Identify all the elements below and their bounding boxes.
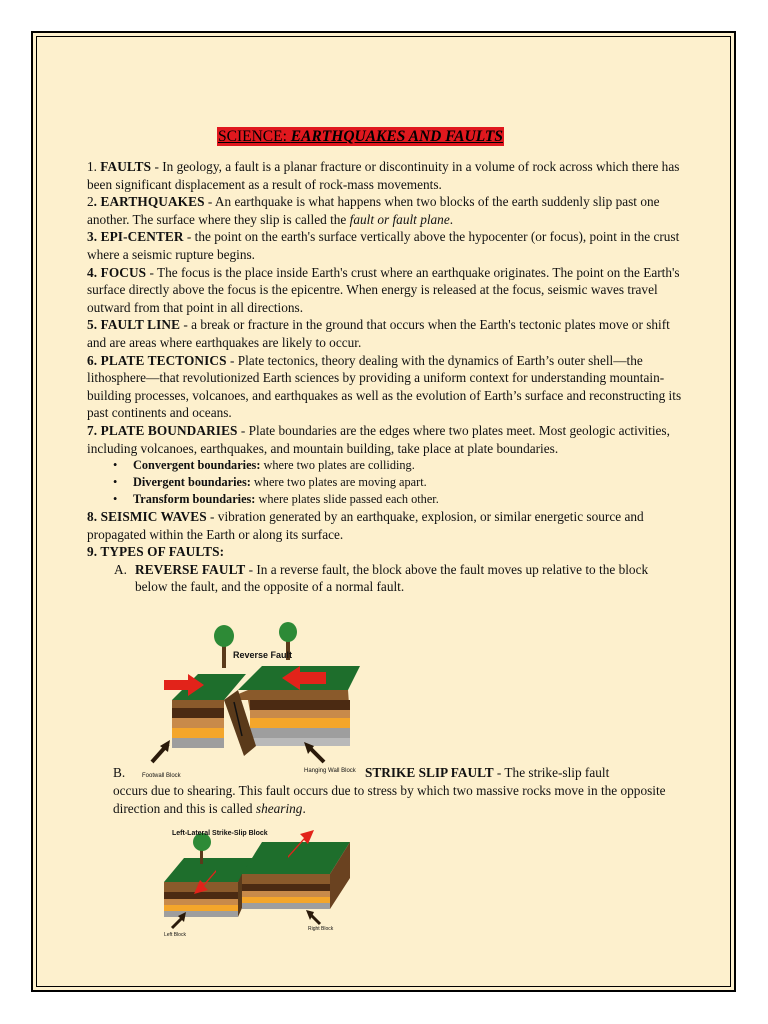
- item-term: Convergent boundaries:: [133, 458, 261, 473]
- item-epicenter: [87, 228, 683, 263]
- item-text: - the point on the earth's surface vertically above the hypocenter (or focus), point in the crust where a seismic rupture begins.: [87, 229, 680, 262]
- fault-b-heading: [365, 764, 609, 782]
- item-types-of-faults: [87, 543, 683, 561]
- item-number: 2: [87, 194, 94, 210]
- fault-label: A.: [114, 561, 127, 577]
- fault-term: REVERSE FAULT: [135, 561, 246, 577]
- item-text: where plates slide passed each other.: [255, 492, 439, 507]
- fault-b: [113, 764, 673, 782]
- bullet-icon: •: [113, 475, 118, 490]
- item-number: 1.: [87, 159, 101, 174]
- title-subject: EARTHQUAKES AND FAULTS: [290, 128, 503, 145]
- item-text: - vibration generated by an earthquake, explosion, or similar energetic source and propagated within the Earth or along its surface.: [87, 509, 644, 542]
- item-term: 4. FOCUS: [87, 264, 147, 280]
- fault-emphasis: shearing: [255, 800, 303, 816]
- list-item: [113, 457, 683, 474]
- figure-title: Reverse Fault: [233, 650, 293, 660]
- item-term: 7. PLATE BOUNDARIES: [87, 422, 238, 438]
- item-term: 8. SEISMIC WAVES: [87, 509, 207, 525]
- fault-end: .: [302, 800, 306, 816]
- item-faults: [87, 158, 683, 193]
- right-block-label: Right Block: [308, 926, 334, 932]
- strike-slip-fault-diagram: [158, 826, 358, 940]
- item-term: 3. EPI-CENTER: [87, 229, 184, 245]
- item-term: Divergent boundaries:: [133, 475, 251, 490]
- item-fault-line: [87, 316, 683, 351]
- item-text: - The focus is the place inside Earth's crust where an earthquake originates. The point on the Earth's surface directly above the focus is the epicentre. When energy is released at the focus, seismic waves travel outward from that point in all directions.: [87, 264, 680, 315]
- item-focus: [87, 264, 683, 317]
- fault-text: occurs due to shearing. This fault occurs due to stress by which two massive rocks move in the opposite direction and this is called: [113, 783, 666, 816]
- list-item: [113, 491, 683, 508]
- item-plate-tectonics: [87, 352, 683, 422]
- item-text: where two plates are moving apart.: [250, 475, 427, 490]
- document-title: [217, 127, 504, 146]
- item-term: FAULTS: [100, 159, 152, 174]
- hanging-wall-label: Hanging Wall Block: [304, 768, 356, 774]
- item-seismic-waves: [87, 508, 683, 543]
- figure-title: Left-Lateral Strike-Slip Block: [172, 830, 268, 837]
- item-text: - Plate tectonics, theory dealing with the dynamics of Earth’s outer shell—the lithosphere—that revolutionized Earth sciences by providing a uniform context for understanding mountain-building processes, volcanoes, and earthquakes as well as the evolution of Earth’s surface and reconstructing its past continents and oceans.: [87, 352, 682, 421]
- item-end: .: [449, 211, 454, 227]
- reverse-fault-diagram: [138, 622, 360, 782]
- item-term: Transform boundaries:: [133, 492, 256, 507]
- item-term: 5. FAULT LINE: [87, 317, 181, 333]
- item-term: . EARTHQUAKES: [93, 194, 205, 210]
- bullet-icon: •: [113, 458, 118, 473]
- item-plate-boundaries: [87, 422, 683, 457]
- item-text: where two plates are colliding.: [260, 458, 415, 473]
- fault-term: STRIKE SLIP FAULT: [365, 765, 494, 780]
- item-earthquakes: [87, 193, 683, 228]
- list-item: [113, 474, 683, 491]
- fault-text: - The strike-slip fault: [493, 765, 610, 780]
- boundary-list: [87, 457, 683, 508]
- title-prefix: SCIENCE:: [218, 128, 291, 145]
- item-text: - a break or fracture in the ground that occurs when the Earth's tectonic plates move or shift and are areas where earthquakes are likely to occur.: [87, 317, 670, 350]
- item-text: - Plate boundaries are the edges where two plates meet. Most geologic activities, including volcanoes, earthquakes, and mountain building, take place at plate boundaries.: [87, 422, 670, 456]
- item-text: - An earthquake is what happens when two blocks of the earth suddenly slip past one another. The surface where they slip is called the: [87, 194, 660, 227]
- document-body: [87, 158, 683, 596]
- item-text: - In geology, a fault is a planar fracture or discontinuity in a volume of rock across which there has been significant displacement as a result of rock-mass movements.: [87, 159, 680, 192]
- fault-text: - In a reverse fault, the block above the fault moves up relative to the block below the fault, and the opposite of a normal fault.: [135, 561, 649, 595]
- fault-b-description: [113, 782, 673, 817]
- item-emphasis: fault or fault plane: [349, 211, 450, 227]
- footwall-label: Footwall Block: [142, 773, 181, 779]
- fault-label: B.: [113, 765, 126, 780]
- fault-a: [87, 561, 683, 596]
- bullet-icon: •: [113, 492, 118, 507]
- item-term: 6. PLATE TECTONICS: [87, 352, 227, 368]
- item-term: 9. TYPES OF FAULTS:: [87, 544, 225, 560]
- left-block-label: Left Block: [164, 932, 186, 938]
